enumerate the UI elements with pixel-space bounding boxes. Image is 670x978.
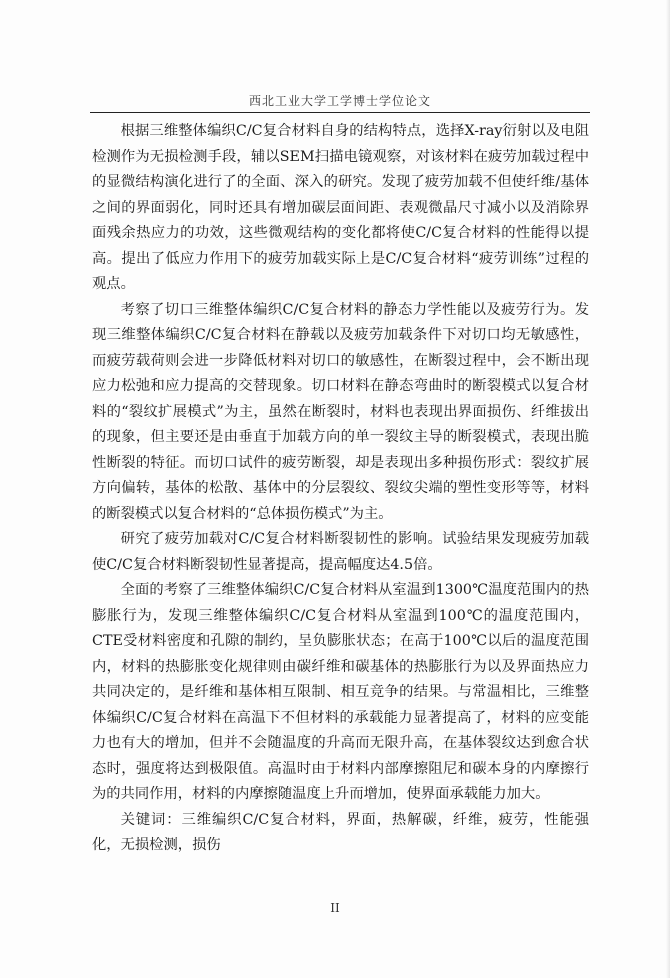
- paragraph-thermal-expansion: 全面的考察了三维整体编织C/C复合材料从室温到1300℃温度范围内的热膨胀行为，发现三维整体编织C/C复合材料从室温到100℃的温度范围内，CTE受材料密度和孔隙的制约，呈负膨胀状态；在高于100℃以后的温度范围内，材料的热膨胀变化规律则由碳纤维和碳基体的热膨胀行为以及界面热应力共同决定的，是纤维和基体相互限制、相互竞争的结果。与常温相比，三维整体编织C/C复合材料在高温下不但材料的承载能力显著提高了，材料的应变能力也有大的增加，但并不会随温度的升高而无限升高，在基体裂纹达到愈合状态时，强度将达到极限值。高温时由于材料内部摩擦阻尼和碳本身的内摩擦行为的共同作用，材料的内摩擦随温度上升而增加，使界面承载能力加大。: [92, 582, 589, 802]
- paragraph-fracture-toughness: 研究了疲劳加载对C/C复合材料断裂韧性的影响。试验结果发现疲劳加载使C/C复合材料断裂韧性显著提高，提高幅度达4.5倍。: [92, 531, 589, 573]
- abstract-body: [92, 119, 589, 859]
- paragraph-keywords: 关键词：三维编织C/C复合材料，界面，热解碳，纤维，疲劳，性能强化，无损检测，损伤: [92, 811, 589, 853]
- paragraph-structure-evolution: 根据三维整体编织C/C复合材料自身的结构特点，选择X-ray衍射以及电阻检测作为无损检测手段，辅以SEM扫描电镜观察，对该材料在疲劳加载过程中的显微结构演化进行了的全面、深入的研究。发现了疲劳加载不但使纤维/基体之间的界面弱化，同时还具有增加碳层面间距、表观微晶尺寸减小以及消除界面残余热应力的功效，这些微观结构的变化都将使C/C复合材料的性能得以提高。提出了低应力作用下的疲劳加载实际上是C/C复合材料“疲劳训练”过程的观点。: [92, 123, 589, 292]
- page-number: II: [330, 901, 340, 915]
- running-header: 西北工业大学工学博士学位论文: [248, 94, 431, 108]
- paragraph-notched-behavior: 考察了切口三维整体编织C/C复合材料的静态力学性能以及疲劳行为。发现三维整体编织C/C复合材料在静载以及疲劳加载条件下对切口均无敏感性，而疲劳载荷则会进一步降低材料对切口的敏感性，在断裂过程中，会不断出现应力松弛和应力提高的交替现象。切口材料在静态弯曲时的断裂模式以复合材料的“裂纹扩展模式”为主，虽然在断裂时，材料也表现出界面损伤、纤维拔出的现象，但主要还是由垂直于加载方向的单一裂纹主导的断裂模式，表现出脆性断裂的特征。而切口试件的疲劳断裂，却是表现出多种损伤形式：裂纹扩展方向偏转，基体的松散、基体中的分层裂纹、裂纹尖端的塑性变形等等，材料的断裂模式以复合材料的“总体损伤模式”为主。: [92, 301, 589, 522]
- header-rule: [90, 112, 590, 113]
- scan-edge: [666, 0, 670, 978]
